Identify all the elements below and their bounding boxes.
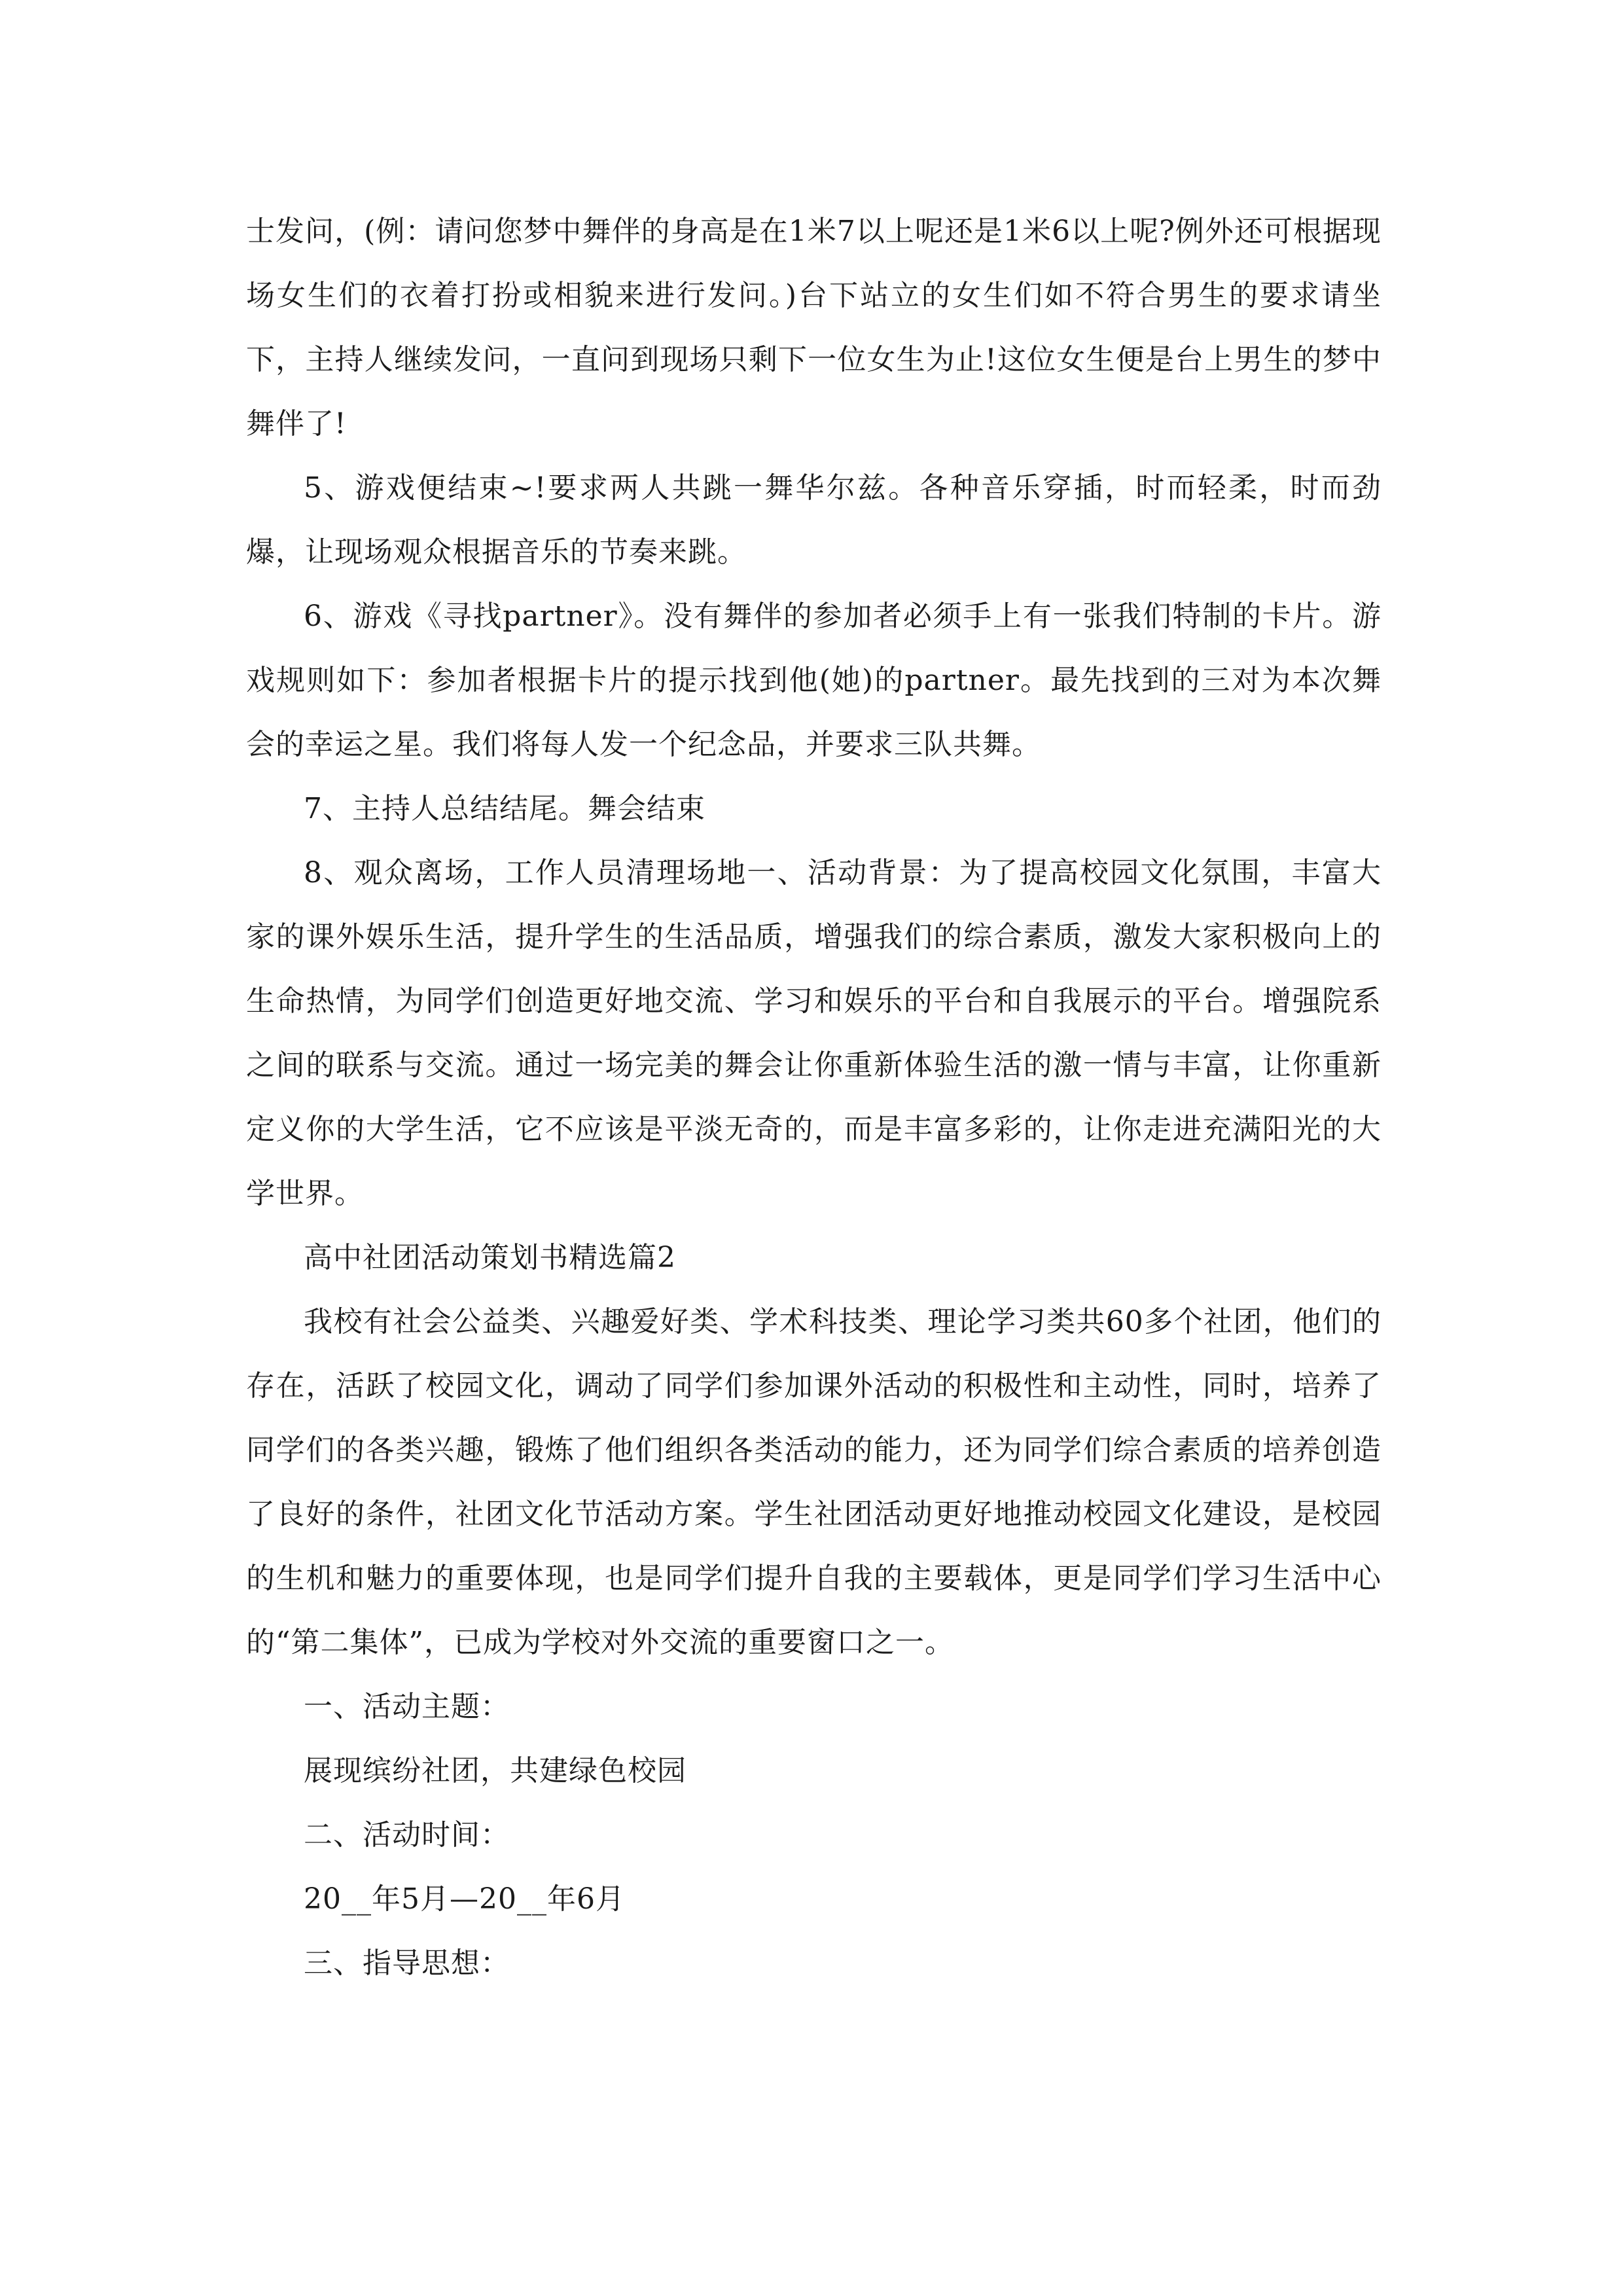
heading-theme: 一、活动主题： (304, 1690, 510, 1723)
heading-guiding-idea: 三、指导思想： (304, 1946, 510, 1980)
document-body (246, 200, 1382, 1996)
paragraph-continuation: 士发问，(例：请问您梦中舞伴的身高是在1米7以上呢还是1米6以上呢?例外还可根据现场女生们的衣着打扮或相貌来进行发问。)台下站立的女生们如不符合男生的要求请坐下，主持人继续发问，一直问到现场只剩下一位女生为止!这位女生便是台上男生的梦中舞伴了! (246, 215, 1382, 440)
paragraph-item-7: 7、主持人总结结尾。舞会结束 (304, 792, 705, 825)
theme-text: 展现缤纷社团，共建绿色校园 (304, 1754, 687, 1787)
heading-time: 二、活动时间： (304, 1818, 510, 1852)
time-text: 20__年5月—20__年6月 (304, 1882, 625, 1916)
paragraph-item-5: 5、游戏便结束~!要求两人共跳一舞华尔兹。各种音乐穿插，时而轻柔，时而劲爆，让现场观众根据音乐的节奏来跳。 (246, 471, 1382, 569)
section-heading: 高中社团活动策划书精选篇2 (304, 1241, 676, 1274)
paragraph-intro: 我校有社会公益类、兴趣爱好类、学术科技类、理论学习类共60多个社团，他们的存在，活跃了校园文化，调动了同学们参加课外活动的积极性和主动性，同时，培养了同学们的各类兴趣，锻炼了他们组织各类活动的能力，还为同学们综合素质的培养创造了良好的条件，社团文化节活动方案。学生社团活动更好地推动校园文化建设，是校园的生机和魅力的重要体现，也是同学们提升自我的主要载体，更是同学们学习生活中心的“第二集体”，已成为学校对外交流的重要窗口之一。 (246, 1305, 1382, 1659)
paragraph-item-6: 6、游戏《寻找partner》。没有舞伴的参加者必须手上有一张我们特制的卡片。游戏规则如下：参加者根据卡片的提示找到他(她)的partner。最先找到的三对为本次舞会的幸运之星。我们将每人发一个纪念品，并要求三队共舞。 (246, 600, 1382, 761)
paragraph-item-8: 8、观众离场，工作人员清理场地一、活动背景：为了提高校园文化氛围，丰富大家的课外娱乐生活，提升学生的生活品质，增强我们的综合素质，激发大家积极向上的生命热情，为同学们创造更好地交流、学习和娱乐的平台和自我展示的平台。增强院系之间的联系与交流。通过一场完美的舞会让你重新体验生活的激一情与丰富，让你重新定义你的大学生活，它不应该是平淡无奇的，而是丰富多彩的，让你走进充满阳光的大学世界。 (246, 856, 1382, 1210)
